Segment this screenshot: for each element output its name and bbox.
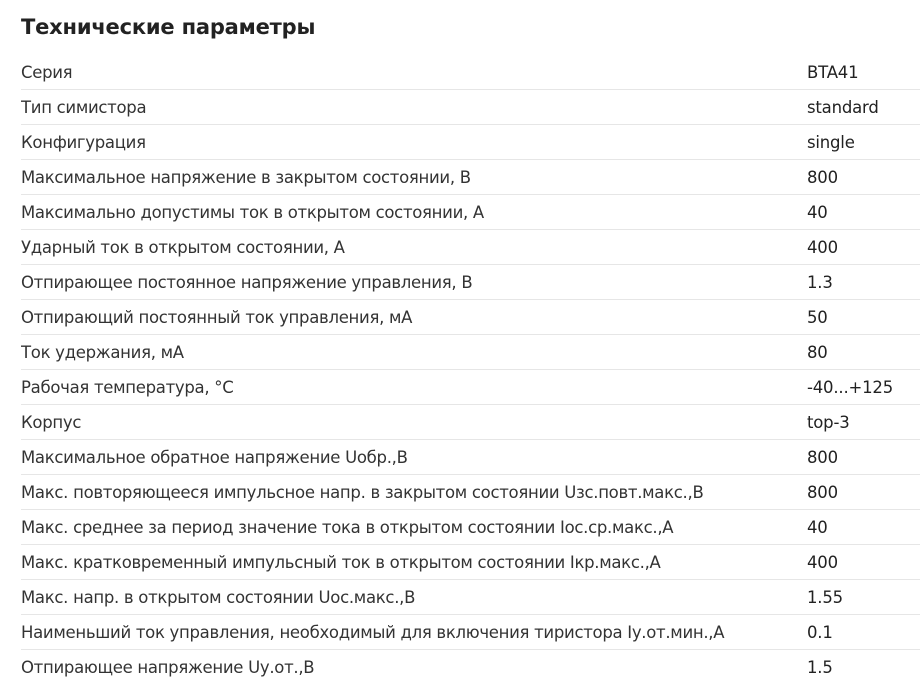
spec-name: Макс. напр. в открытом состоянии Uос.макс.,В	[21, 587, 416, 607]
spec-value: 1.5	[807, 658, 833, 677]
spec-row-series	[21, 55, 920, 90]
spec-row-gate-trigger-voltage	[21, 265, 920, 300]
section-title: Технические параметры	[21, 15, 316, 39]
spec-name: Серия	[21, 62, 73, 82]
spec-value: -40...+125	[807, 377, 894, 397]
spec-value: 0.1	[807, 622, 833, 642]
spec-name: Максимальное обратное напряжение Uобр.,В	[21, 447, 408, 467]
spec-name: Отпирающее напряжение Uу.от.,В	[21, 658, 315, 677]
spec-row-operating-temperature	[21, 370, 920, 405]
spec-name: Отпирающий постоянный ток управления, мА	[21, 307, 413, 327]
spec-row-peak-pulse-current	[21, 545, 920, 580]
spec-value: 40	[807, 517, 828, 537]
spec-row-surge-current	[21, 230, 920, 265]
spec-value: 800	[807, 447, 838, 467]
spec-value: BTA41	[807, 62, 859, 82]
spec-row-max-on-voltage	[21, 580, 920, 615]
spec-row-repetitive-peak-off-voltage	[21, 475, 920, 510]
spec-name: Макс. среднее за период значение тока в открытом состоянии Iос.ср.макс.,А	[21, 517, 674, 537]
spec-name: Ток удержания, мА	[21, 342, 184, 362]
spec-value: 400	[807, 552, 838, 572]
spec-row-average-on-current	[21, 510, 920, 545]
spec-name: Отпирающее постоянное напряжение управления, В	[21, 272, 473, 292]
spec-row-gate-trigger-voltage-uy	[21, 650, 920, 685]
spec-row-gate-trigger-current	[21, 300, 920, 335]
spec-name: Корпус	[21, 412, 82, 432]
spec-row-triac-type	[21, 90, 920, 125]
spec-row-max-off-voltage	[21, 160, 920, 195]
spec-value: single	[807, 132, 855, 152]
spec-name: Макс. повторяющееся импульсное напр. в закрытом состоянии Uзс.повт.макс.,В	[21, 482, 704, 502]
spec-name: Ударный ток в открытом состоянии, А	[21, 237, 345, 257]
spec-name: Макс. кратковременный импульсный ток в открытом состоянии Iкр.макс.,А	[21, 552, 661, 572]
spec-value: 800	[807, 482, 838, 502]
spec-row-min-gate-current	[21, 615, 920, 650]
spec-row-holding-current	[21, 335, 920, 370]
spec-row-max-reverse-voltage	[21, 440, 920, 475]
spec-row-package	[21, 405, 920, 440]
spec-name: Наименьший ток управления, необходимый для включения тиристора Iу.от.мин.,А	[21, 622, 725, 642]
spec-value: standard	[807, 97, 879, 117]
spec-name: Рабочая температура, °C	[21, 377, 234, 397]
spec-name: Конфигурация	[21, 132, 146, 152]
spec-value: top-3	[807, 412, 850, 432]
spec-table	[21, 55, 920, 685]
spec-value: 400	[807, 237, 838, 257]
spec-value: 40	[807, 202, 828, 222]
spec-name: Максимально допустимы ток в открытом состоянии, А	[21, 202, 484, 222]
spec-value: 50	[807, 307, 828, 327]
spec-name: Тип симистора	[21, 97, 147, 117]
spec-value: 1.55	[807, 587, 843, 607]
spec-value: 1.3	[807, 272, 833, 292]
spec-row-max-on-current	[21, 195, 920, 230]
spec-name: Максимальное напряжение в закрытом состоянии, В	[21, 167, 471, 187]
spec-row-configuration	[21, 125, 920, 160]
spec-value: 80	[807, 342, 828, 362]
spec-value: 800	[807, 167, 838, 187]
